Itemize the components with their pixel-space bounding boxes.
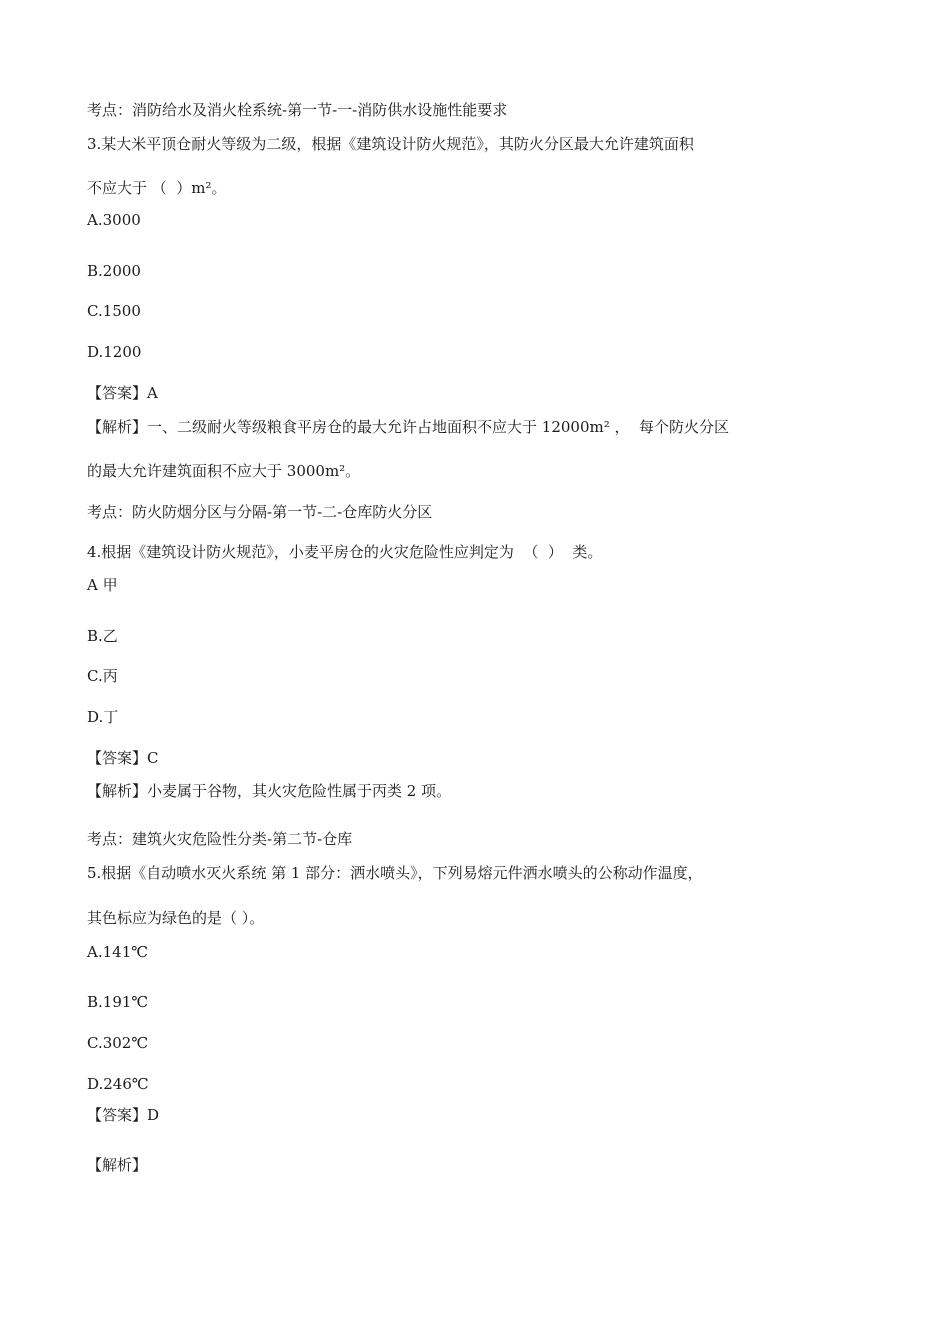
question-4-option-d: D.丁 (87, 708, 119, 726)
question-3-option-c: C.1500 (87, 302, 141, 320)
question-5-option-b: B.191℃ (87, 993, 149, 1011)
question-4-answer: 【答案】C (87, 749, 159, 767)
question-5-option-c: C.302℃ (87, 1034, 149, 1052)
question-5-answer: 【答案】D (87, 1106, 160, 1124)
topic-note-1: 考点：消防给水及消火栓系统-第一节-一-消防供水设施性能要求 (87, 101, 508, 119)
question-4-option-b: B.乙 (87, 627, 118, 645)
question-5-option-a: A.141℃ (87, 943, 149, 961)
question-4-analysis: 【解析】小麦属于谷物，其火灾危险性属于丙类 2 项。 (87, 782, 452, 800)
question-5-stem: 5.根据《自动喷水灭火系统 第 1 部分：洒水喷头》，下列易熔元件洒水喷头的公称动作温度， (87, 864, 703, 882)
question-3-option-a: A.3000 (87, 211, 141, 229)
question-3-analysis-cont: 的最大允许建筑面积不应大于 3000m²。 (87, 462, 361, 480)
topic-note-3: 考点：防火防烟分区与分隔-第一节-二-仓库防火分区 (87, 503, 433, 521)
question-3-option-d: D.1200 (87, 343, 142, 361)
question-5-option-d: D.246℃ (87, 1075, 149, 1093)
question-5-stem-cont: 其色标应为绿色的是（ ）。 (87, 909, 265, 927)
question-3-option-b: B.2000 (87, 262, 141, 280)
question-3-stem-cont: 不应大于 （ ）m²。 (87, 179, 227, 197)
question-4-option-a: A 甲 (87, 576, 118, 594)
question-4-stem: 4.根据《建筑设计防火规范》，小麦平房仓的火灾危险性应判定为 （ ） 类。 (87, 543, 603, 561)
question-3-analysis: 【解析】一、二级耐火等级粮食平房仓的最大允许占地面积不应大于 12000m² ， 每个防火分区 (87, 418, 730, 436)
question-5-analysis: 【解析】 (87, 1156, 148, 1174)
question-4-option-c: C.丙 (87, 667, 118, 685)
question-3-stem: 3.某大米平顶仓耐火等级为二级，根据《建筑设计防火规范》，其防火分区最大允许建筑面积 (87, 135, 694, 153)
topic-note-4: 考点：建筑火灾危险性分类-第二节-仓库 (87, 830, 353, 848)
question-3-answer: 【答案】A (87, 384, 158, 402)
